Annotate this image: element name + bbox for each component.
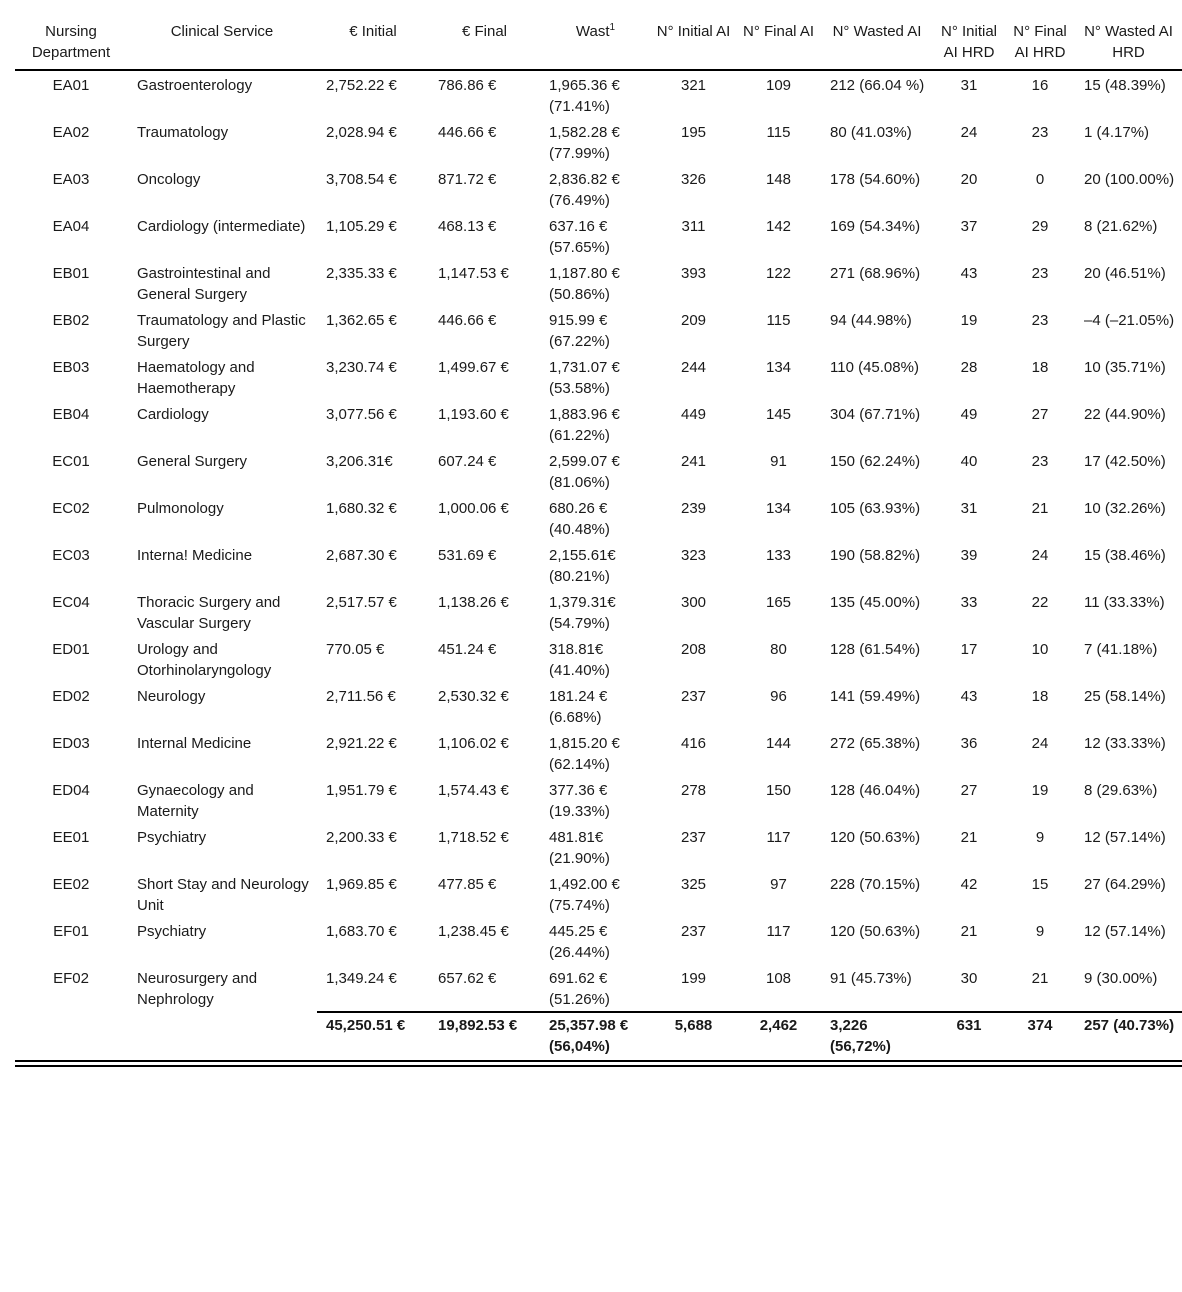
euro-final-cell: 786.86 € bbox=[438, 77, 497, 94]
initial-ai-cell: 209 bbox=[680, 312, 707, 329]
wasted-ai-hrd-cell: 11 (33.33%) bbox=[1084, 594, 1165, 611]
final-ai-cell: 80 bbox=[770, 641, 787, 658]
final-ai-hrd-cell: 24 bbox=[1031, 735, 1049, 752]
final-ai-hrd-cell: 23 bbox=[1031, 124, 1049, 141]
dept-cell: EA03 bbox=[52, 171, 90, 188]
initial-ai-hrd-cell: 49 bbox=[960, 406, 978, 423]
waste-cell: 1,379.31€ (54.79%) bbox=[549, 594, 616, 632]
header-wasted-ai-hrd: N° Wasted AI HRD bbox=[1084, 23, 1173, 61]
final-ai-cell: 117 bbox=[766, 923, 791, 940]
final-ai-hrd-cell: 29 bbox=[1031, 218, 1049, 235]
initial-ai-hrd-cell: 28 bbox=[960, 359, 978, 376]
euro-initial-cell: 3,230.74 € bbox=[326, 359, 397, 376]
initial-ai-hrd-cell: 31 bbox=[960, 77, 978, 94]
initial-ai-cell: 449 bbox=[680, 406, 707, 423]
service-cell: Oncology bbox=[137, 171, 201, 188]
euro-initial-cell: 2,711.56 € bbox=[326, 688, 396, 705]
wasted-ai-hrd-cell: 20 (46.51%) bbox=[1084, 265, 1166, 282]
table-row bbox=[15, 353, 1182, 400]
table-row bbox=[15, 682, 1182, 729]
initial-ai-hrd-cell: 33 bbox=[960, 594, 978, 611]
euro-initial-cell: 2,517.57 € bbox=[326, 594, 397, 611]
dept-cell: EB03 bbox=[52, 359, 90, 376]
initial-ai-cell: 237 bbox=[680, 923, 707, 940]
final-ai-hrd-cell: 21 bbox=[1031, 500, 1049, 517]
final-ai-cell: 144 bbox=[765, 735, 792, 752]
initial-ai-cell: 199 bbox=[680, 970, 707, 987]
euro-final-cell: 451.24 € bbox=[438, 641, 497, 658]
table-row bbox=[15, 306, 1182, 353]
totals-blank-dept bbox=[15, 1012, 127, 1059]
table-body bbox=[15, 70, 1182, 1012]
wasted-ai-hrd-cell: 10 (32.26%) bbox=[1084, 500, 1166, 517]
service-cell: Short Stay and Neurology Unit bbox=[137, 876, 309, 914]
initial-ai-cell: 323 bbox=[680, 547, 707, 564]
initial-ai-hrd-cell: 31 bbox=[960, 500, 978, 517]
service-cell: Urology and Otorhinolaryngology bbox=[137, 641, 272, 679]
service-cell: Psychiatry bbox=[137, 829, 207, 846]
euro-final-cell: 531.69 € bbox=[438, 547, 497, 564]
wasted-ai-cell: 91 (45.73%) bbox=[830, 970, 912, 987]
wasted-ai-hrd-cell: 12 (57.14%) bbox=[1084, 923, 1166, 940]
euro-final-cell: 1,238.45 € bbox=[438, 923, 509, 940]
waste-cell: 181.24 € (6.68%) bbox=[549, 688, 608, 726]
service-cell: Neurology bbox=[137, 688, 206, 705]
euro-initial-cell: 3,708.54 € bbox=[326, 171, 397, 188]
euro-final-cell: 1,499.67 € bbox=[438, 359, 509, 376]
initial-ai-cell: 241 bbox=[680, 453, 707, 470]
wasted-ai-hrd-cell: 1 (4.17%) bbox=[1084, 124, 1150, 141]
table-row bbox=[15, 588, 1182, 635]
initial-ai-hrd-cell: 24 bbox=[960, 124, 978, 141]
final-ai-cell: 134 bbox=[765, 359, 792, 376]
euro-initial-cell: 2,752.22 € bbox=[326, 77, 397, 94]
final-ai-hrd-cell: 23 bbox=[1031, 265, 1049, 282]
wasted-ai-cell: 304 (67.71%) bbox=[830, 406, 921, 423]
euro-final-cell: 871.72 € bbox=[438, 171, 497, 188]
service-cell: Traumatology bbox=[137, 124, 229, 141]
table-row bbox=[15, 635, 1182, 682]
waste-cell: 481.81€ (21.90%) bbox=[549, 829, 610, 867]
final-ai-hrd-cell: 18 bbox=[1031, 359, 1049, 376]
final-ai-hrd-cell: 15 bbox=[1031, 876, 1049, 893]
service-cell: Cardiology (intermediate) bbox=[137, 218, 306, 235]
wasted-ai-hrd-cell: 15 (48.39%) bbox=[1084, 77, 1166, 94]
initial-ai-cell: 321 bbox=[680, 77, 707, 94]
service-cell: Gastroenterology bbox=[137, 77, 253, 94]
final-ai-hrd-cell: 22 bbox=[1031, 594, 1049, 611]
initial-ai-cell: 195 bbox=[680, 124, 707, 141]
total-initial-ai-hrd: 631 bbox=[933, 1012, 1005, 1059]
waste-cell: 1,883.96 € (61.22%) bbox=[549, 406, 620, 444]
table-row bbox=[15, 447, 1182, 494]
wasted-ai-cell: 94 (44.98%) bbox=[830, 312, 912, 329]
service-cell: Gastrointestinal and General Surgery bbox=[137, 265, 271, 303]
service-cell: General Surgery bbox=[137, 453, 248, 470]
euro-initial-cell: 1,683.70 € bbox=[326, 923, 397, 940]
initial-ai-cell: 208 bbox=[680, 641, 707, 658]
initial-ai-hrd-cell: 19 bbox=[960, 312, 978, 329]
footnote-marker: 1 bbox=[609, 22, 616, 33]
wasted-ai-cell: 128 (46.04%) bbox=[830, 782, 921, 799]
final-ai-hrd-cell: 10 bbox=[1031, 641, 1049, 658]
dept-cell: EC02 bbox=[52, 500, 90, 517]
dept-cell: EF01 bbox=[53, 923, 89, 940]
dept-cell: EF02 bbox=[53, 970, 89, 987]
table-row bbox=[15, 400, 1182, 447]
final-ai-hrd-cell: 24 bbox=[1031, 547, 1049, 564]
euro-final-cell: 1,000.06 € bbox=[438, 500, 509, 517]
initial-ai-hrd-cell: 36 bbox=[960, 735, 978, 752]
waste-cell: 1,492.00 € (75.74%) bbox=[549, 876, 620, 914]
header-euro-initial: € Initial bbox=[349, 23, 397, 40]
final-ai-cell: 115 bbox=[766, 312, 791, 329]
wasted-ai-cell: 110 (45.08%) bbox=[830, 359, 919, 376]
header-clinical-service: Clinical Service bbox=[170, 23, 274, 40]
initial-ai-hrd-cell: 39 bbox=[960, 547, 978, 564]
wasted-ai-hrd-cell: 7 (41.18%) bbox=[1084, 641, 1158, 658]
final-ai-cell: 148 bbox=[765, 171, 792, 188]
header-initial-ai: N° Initial AI bbox=[656, 23, 731, 40]
service-cell: Thoracic Surgery and Vascular Surgery bbox=[137, 594, 281, 632]
waste-cell: 377.36 € (19.33%) bbox=[549, 782, 610, 820]
euro-final-cell: 1,106.02 € bbox=[438, 735, 509, 752]
euro-initial-cell: 1,349.24 € bbox=[326, 970, 397, 987]
final-ai-cell: 96 bbox=[770, 688, 787, 705]
final-ai-hrd-cell: 27 bbox=[1031, 406, 1049, 423]
waste-cell: 915.99 € (67.22%) bbox=[549, 312, 610, 350]
wasted-ai-hrd-cell: 27 (64.29%) bbox=[1084, 876, 1166, 893]
euro-final-cell: 1,574.43 € bbox=[438, 782, 509, 799]
total-waste: 25,357.98 € (56,04%) bbox=[540, 1012, 651, 1059]
dept-cell: ED04 bbox=[52, 782, 90, 799]
euro-initial-cell: 2,200.33 € bbox=[326, 829, 397, 846]
initial-ai-cell: 325 bbox=[680, 876, 707, 893]
table-row bbox=[15, 541, 1182, 588]
initial-ai-hrd-cell: 17 bbox=[960, 641, 978, 658]
euro-initial-cell: 1,680.32 € bbox=[326, 500, 397, 517]
totals-row bbox=[15, 1012, 1182, 1059]
wasted-ai-hrd-cell: 25 (58.14%) bbox=[1084, 688, 1166, 705]
euro-final-cell: 1,718.52 € bbox=[438, 829, 509, 846]
wasted-ai-hrd-cell: 17 (42.50%) bbox=[1084, 453, 1166, 470]
service-cell: Traumatology and Plastic Surgery bbox=[137, 312, 306, 350]
dept-cell: EA02 bbox=[52, 124, 90, 141]
waste-cell: 680.26 € (40.48%) bbox=[549, 500, 610, 538]
euro-initial-cell: 1,362.65 € bbox=[326, 312, 397, 329]
wasted-ai-cell: 120 (50.63%) bbox=[830, 829, 921, 846]
final-ai-hrd-cell: 21 bbox=[1031, 970, 1049, 987]
initial-ai-hrd-cell: 43 bbox=[960, 265, 978, 282]
wasted-ai-cell: 80 (41.03%) bbox=[830, 124, 912, 141]
table-row bbox=[15, 165, 1182, 212]
final-ai-hrd-cell: 0 bbox=[1035, 171, 1045, 188]
header-waste-label: Wast bbox=[575, 23, 610, 40]
table-row bbox=[15, 494, 1182, 541]
wasted-ai-cell: 128 (61.54%) bbox=[830, 641, 921, 658]
initial-ai-hrd-cell: 21 bbox=[960, 923, 978, 940]
header-row bbox=[15, 0, 1182, 70]
initial-ai-cell: 237 bbox=[680, 688, 707, 705]
final-ai-cell: 117 bbox=[766, 829, 791, 846]
initial-ai-cell: 237 bbox=[680, 829, 707, 846]
table-row bbox=[15, 870, 1182, 917]
table-row bbox=[15, 729, 1182, 776]
dept-cell: EB01 bbox=[52, 265, 90, 282]
wasted-ai-cell: 105 (63.93%) bbox=[830, 500, 921, 517]
final-ai-cell: 133 bbox=[765, 547, 792, 564]
waste-cell: 1,731.07 € (53.58%) bbox=[549, 359, 620, 397]
euro-final-cell: 446.66 € bbox=[438, 312, 497, 329]
initial-ai-cell: 311 bbox=[681, 218, 706, 235]
totals-blank-service bbox=[127, 1012, 317, 1059]
final-ai-hrd-cell: 19 bbox=[1031, 782, 1049, 799]
euro-final-cell: 468.13 € bbox=[438, 218, 497, 235]
final-ai-cell: 150 bbox=[765, 782, 792, 799]
service-cell: Neurosurgery and Nephrology bbox=[137, 970, 258, 1008]
dept-cell: EC03 bbox=[52, 547, 90, 564]
total-final-ai-hrd: 374 bbox=[1005, 1012, 1075, 1059]
euro-initial-cell: 1,969.85 € bbox=[326, 876, 397, 893]
final-ai-cell: 134 bbox=[765, 500, 792, 517]
waste-cell: 1,582.28 € (77.99%) bbox=[549, 124, 620, 162]
wasted-ai-cell: 212 (66.04 %) bbox=[830, 77, 925, 94]
wasted-ai-hrd-cell: 22 (44.90%) bbox=[1084, 406, 1166, 423]
wasted-ai-cell: 120 (50.63%) bbox=[830, 923, 921, 940]
header-wasted-ai: N° Wasted AI bbox=[832, 23, 922, 40]
service-cell: Haematology and Haemotherapy bbox=[137, 359, 255, 397]
header-waste bbox=[540, 0, 651, 70]
waste-cell: 1,187.80 € (50.86%) bbox=[549, 265, 620, 303]
euro-final-cell: 1,138.26 € bbox=[438, 594, 509, 611]
table-row bbox=[15, 964, 1182, 1012]
final-ai-hrd-cell: 23 bbox=[1031, 312, 1049, 329]
euro-initial-cell: 1,105.29 € bbox=[326, 218, 397, 235]
initial-ai-cell: 393 bbox=[680, 265, 707, 282]
wasted-ai-hrd-cell: 15 (38.46%) bbox=[1084, 547, 1166, 564]
waste-table bbox=[15, 0, 1182, 1059]
wasted-ai-hrd-cell: 10 (35.71%) bbox=[1084, 359, 1166, 376]
service-cell: Cardiology bbox=[137, 406, 209, 423]
header-nursing-department: Nursing Department bbox=[31, 23, 111, 61]
initial-ai-cell: 300 bbox=[680, 594, 707, 611]
total-euro-initial: 45,250.51 € bbox=[317, 1012, 429, 1059]
waste-cell: 2,599.07 € (81.06%) bbox=[549, 453, 620, 491]
final-ai-cell: 109 bbox=[765, 77, 792, 94]
table-row bbox=[15, 70, 1182, 118]
dept-cell: EB02 bbox=[52, 312, 90, 329]
wasted-ai-cell: 150 (62.24%) bbox=[830, 453, 921, 470]
header-initial-ai-hrd: N° Initial AI HRD bbox=[940, 23, 997, 61]
table-bottom-rule bbox=[15, 1060, 1182, 1067]
initial-ai-hrd-cell: 21 bbox=[960, 829, 978, 846]
initial-ai-hrd-cell: 27 bbox=[960, 782, 978, 799]
initial-ai-cell: 244 bbox=[680, 359, 707, 376]
wasted-ai-hrd-cell: 9 (30.00%) bbox=[1084, 970, 1158, 987]
total-wasted-ai: 3,226 (56,72%) bbox=[821, 1012, 933, 1059]
initial-ai-cell: 416 bbox=[680, 735, 707, 752]
total-final-ai: 2,462 bbox=[736, 1012, 821, 1059]
wasted-ai-cell: 141 (59.49%) bbox=[830, 688, 921, 705]
table-row bbox=[15, 212, 1182, 259]
wasted-ai-cell: 228 (70.15%) bbox=[830, 876, 921, 893]
dept-cell: EB04 bbox=[52, 406, 90, 423]
dept-cell: EA04 bbox=[52, 218, 90, 235]
header-euro-final: € Final bbox=[461, 23, 508, 40]
dept-cell: EC04 bbox=[52, 594, 90, 611]
dept-cell: EC01 bbox=[52, 453, 90, 470]
header-final-ai: N° Final AI bbox=[742, 23, 815, 40]
wasted-ai-cell: 178 (54.60%) bbox=[830, 171, 921, 188]
euro-initial-cell: 1,951.79 € bbox=[326, 782, 397, 799]
initial-ai-hrd-cell: 42 bbox=[960, 876, 978, 893]
final-ai-cell: 115 bbox=[766, 124, 791, 141]
total-wasted-ai-hrd: 257 (40.73%) bbox=[1075, 1012, 1182, 1059]
euro-initial-cell: 2,335.33 € bbox=[326, 265, 397, 282]
wasted-ai-cell: 135 (45.00%) bbox=[830, 594, 921, 611]
euro-initial-cell: 2,028.94 € bbox=[326, 124, 397, 141]
wasted-ai-hrd-cell: –4 (–21.05%) bbox=[1084, 312, 1175, 329]
wasted-ai-hrd-cell: 12 (57.14%) bbox=[1084, 829, 1166, 846]
waste-cell: 318.81€ (41.40%) bbox=[549, 641, 610, 679]
service-cell: Gynaecology and Maternity bbox=[137, 782, 254, 820]
table-row bbox=[15, 917, 1182, 964]
dept-cell: EE02 bbox=[52, 876, 90, 893]
waste-cell: 1,965.36 € (71.41%) bbox=[549, 77, 620, 115]
table-row bbox=[15, 259, 1182, 306]
table-row bbox=[15, 823, 1182, 870]
waste-cell: 637.16 € (57.65%) bbox=[549, 218, 610, 256]
service-cell: Psychiatry bbox=[137, 923, 207, 940]
euro-final-cell: 477.85 € bbox=[438, 876, 497, 893]
total-euro-final: 19,892.53 € bbox=[429, 1012, 540, 1059]
initial-ai-hrd-cell: 40 bbox=[960, 453, 978, 470]
header-final-ai-hrd: N° Final AI HRD bbox=[1013, 23, 1067, 61]
euro-initial-cell: 3,206.31€ bbox=[326, 453, 393, 470]
euro-initial-cell: 770.05 € bbox=[326, 641, 385, 658]
waste-cell: 445.25 € (26.44%) bbox=[549, 923, 610, 961]
euro-final-cell: 446.66 € bbox=[438, 124, 497, 141]
euro-final-cell: 607.24 € bbox=[438, 453, 497, 470]
final-ai-cell: 91 bbox=[770, 453, 787, 470]
initial-ai-cell: 239 bbox=[680, 500, 707, 517]
final-ai-hrd-cell: 9 bbox=[1035, 829, 1045, 846]
service-cell: Interna! Medicine bbox=[137, 547, 253, 564]
dept-cell: EA01 bbox=[52, 77, 90, 94]
initial-ai-hrd-cell: 37 bbox=[960, 218, 978, 235]
service-cell: Pulmonology bbox=[137, 500, 224, 517]
euro-final-cell: 657.62 € bbox=[438, 970, 497, 987]
final-ai-cell: 97 bbox=[770, 876, 787, 893]
wasted-ai-hrd-cell: 12 (33.33%) bbox=[1084, 735, 1166, 752]
final-ai-hrd-cell: 16 bbox=[1031, 77, 1049, 94]
euro-initial-cell: 3,077.56 € bbox=[326, 406, 397, 423]
wasted-ai-cell: 169 (54.34%) bbox=[830, 218, 921, 235]
euro-initial-cell: 2,921.22 € bbox=[326, 735, 397, 752]
service-cell: Internal Medicine bbox=[137, 735, 252, 752]
wasted-ai-cell: 271 (68.96%) bbox=[830, 265, 921, 282]
waste-cell: 691.62 € (51.26%) bbox=[549, 970, 610, 1008]
final-ai-cell: 145 bbox=[765, 406, 792, 423]
dept-cell: ED01 bbox=[52, 641, 90, 658]
final-ai-hrd-cell: 18 bbox=[1031, 688, 1049, 705]
wasted-ai-cell: 190 (58.82%) bbox=[830, 547, 921, 564]
data-table-container bbox=[15, 0, 1182, 1067]
final-ai-cell: 142 bbox=[765, 218, 792, 235]
final-ai-hrd-cell: 23 bbox=[1031, 453, 1049, 470]
total-initial-ai: 5,688 bbox=[651, 1012, 736, 1059]
waste-cell: 1,815.20 € (62.14%) bbox=[549, 735, 620, 773]
final-ai-cell: 108 bbox=[765, 970, 792, 987]
wasted-ai-hrd-cell: 8 (29.63%) bbox=[1084, 782, 1158, 799]
final-ai-hrd-cell: 9 bbox=[1035, 923, 1045, 940]
dept-cell: ED02 bbox=[52, 688, 90, 705]
table-row bbox=[15, 118, 1182, 165]
waste-cell: 2,155.61€ (80.21%) bbox=[549, 547, 616, 585]
wasted-ai-hrd-cell: 20 (100.00%) bbox=[1084, 171, 1175, 188]
initial-ai-hrd-cell: 43 bbox=[960, 688, 978, 705]
euro-final-cell: 1,193.60 € bbox=[438, 406, 509, 423]
dept-cell: EE01 bbox=[52, 829, 90, 846]
table-row bbox=[15, 776, 1182, 823]
euro-final-cell: 2,530.32 € bbox=[438, 688, 509, 705]
euro-final-cell: 1,147.53 € bbox=[438, 265, 509, 282]
euro-initial-cell: 2,687.30 € bbox=[326, 547, 397, 564]
final-ai-cell: 165 bbox=[765, 594, 792, 611]
waste-cell: 2,836.82 € (76.49%) bbox=[549, 171, 620, 209]
dept-cell: ED03 bbox=[52, 735, 90, 752]
final-ai-cell: 122 bbox=[765, 265, 792, 282]
wasted-ai-cell: 272 (65.38%) bbox=[830, 735, 921, 752]
initial-ai-hrd-cell: 30 bbox=[960, 970, 978, 987]
initial-ai-hrd-cell: 20 bbox=[960, 171, 978, 188]
wasted-ai-hrd-cell: 8 (21.62%) bbox=[1084, 218, 1158, 235]
initial-ai-cell: 278 bbox=[680, 782, 707, 799]
initial-ai-cell: 326 bbox=[680, 171, 707, 188]
